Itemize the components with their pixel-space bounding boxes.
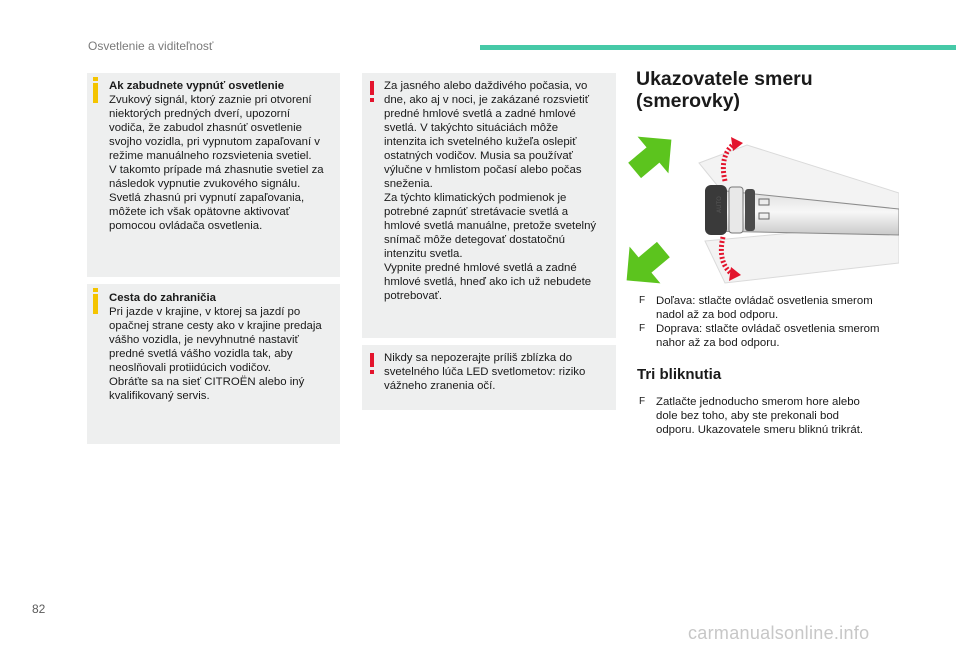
info-box-travel-abroad: [87, 284, 340, 444]
info-box-line: predné svetlá vášho vozidla tak, aby: [109, 348, 293, 360]
info-box-line: pomocou ovládača osvetlenia.: [109, 220, 263, 232]
warning-icon: [370, 353, 374, 367]
list-item: [639, 322, 899, 350]
info-box-line: svojho vozidla, pri vypnutom zapaľovaní v: [109, 136, 320, 148]
info-box-line: môžete ich však opätovne aktivovať: [109, 206, 290, 218]
warning-box-line: potrebné zapnúť stretávacie svetlá a: [384, 206, 569, 218]
info-box-line: V takomto prípade má zhasnutie svetiel za: [109, 164, 324, 176]
warning-box-line: hmlové svetlá, hneď ako ich už nebudete: [384, 276, 592, 288]
warning-box-line: snímač môže detegovať dostatočnú: [384, 234, 565, 246]
info-icon: [93, 83, 98, 103]
info-box-line: Pri jazde v krajine, v ktorej sa jazdí po: [109, 306, 301, 318]
warning-box-line: hmlové svetlá manuálne, pretože svetelný: [384, 220, 597, 232]
bullet-line: Doprava: stlačte ovládač osvetlenia smerom: [656, 323, 880, 335]
running-header: Osvetlenie a viditeľnosť: [88, 39, 214, 53]
info-box-line: následok vypnutie zvukového signálu.: [109, 178, 301, 190]
info-box-line: režime manuálneho rozsvietenia svetiel.: [109, 150, 312, 162]
info-box-line: niektorých predných dverí, upozorní: [109, 108, 291, 120]
stalk-ring: [745, 189, 755, 231]
warning-box-led: [362, 345, 616, 410]
info-box-line: Obráťte sa na sieť CITROËN alebo iný: [109, 376, 305, 388]
stalk-ring: [729, 187, 743, 233]
direction-instructions: [639, 294, 899, 350]
info-box-line: Svetlá zhasnú pri vypnutí zapaľovania,: [109, 192, 305, 204]
info-icon: [93, 294, 98, 314]
warning-box-line: intenzitu svetla.: [384, 248, 463, 260]
warning-box-line: výlučne v hmlistom počasí alebo počas: [384, 164, 582, 176]
bullet-line: nahor až za bod odporu.: [656, 337, 780, 349]
warning-icon: [370, 81, 374, 95]
three-blink-instructions: [639, 395, 899, 437]
info-box-title: Cesta do zahraničia: [109, 292, 216, 304]
green-arrow-left: [611, 231, 679, 293]
list-item: [639, 294, 899, 322]
info-box-line: kvalifikovaný servis.: [109, 390, 210, 402]
info-box-title: Ak zabudnete vypnúť osvetlenie: [109, 80, 285, 92]
info-box-line: vášho vozidla, je nevyhnutné nastaviť: [109, 334, 299, 346]
warning-box-line: Nikdy sa nepozerajte príliš zblízka do: [384, 352, 573, 364]
warning-box-line: Vypnite predné hmlové svetlá a zadné: [384, 262, 577, 274]
warning-box-line: predné hmlové svetlá a zadné hmlové: [384, 108, 576, 120]
warning-box-line: ostatných vodičov. Musia sa používať: [384, 150, 573, 162]
info-box-line: opačnej strane cesty ako v krajine predaja: [109, 320, 322, 332]
bullet-marker: F: [639, 323, 646, 334]
warning-box-line: dne, ako aj v noci, je zakázané rozsvietiť: [384, 94, 589, 106]
green-arrow-right: [619, 123, 687, 189]
bullet-line: Zatlačte jednoducho smerom hore alebo: [656, 396, 860, 408]
warning-box-line: sneženia.: [384, 178, 433, 190]
info-box-forgot-lights: [87, 73, 340, 277]
subsection-title: Tri bliknutia: [637, 366, 722, 383]
bullet-line: odporu. Ukazovatele smeru bliknú trikrát.: [656, 424, 864, 436]
warning-box-line: Za jasného alebo daždivého počasia, vo: [384, 80, 588, 92]
info-box-line: Zvukový signál, ktorý zaznie pri otvorení: [109, 94, 312, 106]
bullet-line: nadol až za bod odporu.: [656, 309, 779, 321]
warning-box-line: svetlá. V takýchto situáciách môže: [384, 122, 559, 134]
bullet-marker: F: [639, 295, 646, 306]
section-title-line: Ukazovatele smeru: [636, 68, 813, 90]
watermark: carmanualsonline.info: [688, 623, 870, 643]
warning-box-line: Za týchto klimatických podmienok je: [384, 192, 567, 204]
warning-box-line: vážneho zranenia očí.: [384, 380, 496, 392]
stalk-label-auto: AUTO: [716, 196, 723, 213]
bullet-line: dole bez toho, aby ste prekonali bod: [656, 410, 840, 422]
page-number: 82: [32, 602, 46, 616]
bullet-marker: F: [639, 396, 646, 407]
warning-box-line: potrebovať.: [384, 290, 443, 302]
bullet-line: Doľava: stlačte ovládač osvetlenia smerom: [656, 295, 873, 307]
warning-box-fog-lights: [362, 73, 616, 338]
header-accent-bar: [480, 45, 956, 50]
section-title: [636, 68, 813, 112]
lighting-stalk-illustration: [607, 123, 899, 293]
info-box-line: vodiča, že zabudol zhasnúť osvetlenie: [109, 122, 302, 134]
info-box-line: neoslňovali protiidúcich vodičov.: [109, 362, 271, 374]
warning-box-line: svetelného lúča LED svetlometov: riziko: [384, 366, 586, 378]
section-title-line: (smerovky): [636, 90, 741, 112]
warning-box-line: intenzita ich svetelného kužeľa oslepiť: [384, 136, 577, 148]
list-item: [639, 395, 899, 437]
